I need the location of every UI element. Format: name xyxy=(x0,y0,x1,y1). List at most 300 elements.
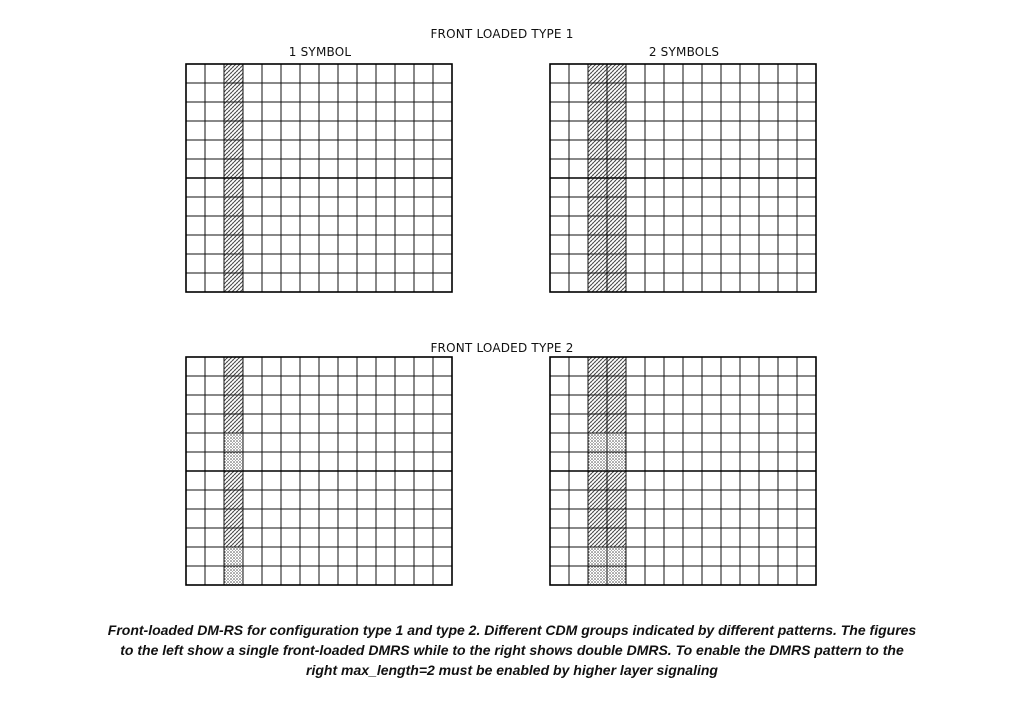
resource-element xyxy=(569,395,588,414)
resource-element xyxy=(243,547,262,566)
resource-element xyxy=(395,509,414,528)
resource-element xyxy=(683,159,702,178)
resource-element xyxy=(357,490,376,509)
resource-element xyxy=(395,140,414,159)
resource-element xyxy=(205,395,224,414)
resource-element xyxy=(550,102,569,121)
resource-element xyxy=(626,254,645,273)
resource-element xyxy=(243,566,262,585)
resource-element xyxy=(243,471,262,490)
resource-element xyxy=(664,547,683,566)
resource-element xyxy=(664,64,683,83)
resource-element xyxy=(186,357,205,376)
resource-element xyxy=(550,509,569,528)
resource-element xyxy=(759,376,778,395)
resource-element xyxy=(721,376,740,395)
resource-element xyxy=(262,178,281,197)
dmrs-resource-element xyxy=(607,414,626,433)
resource-element xyxy=(797,121,816,140)
resource-element xyxy=(740,64,759,83)
resource-element xyxy=(395,452,414,471)
resource-element xyxy=(645,376,664,395)
resource-element xyxy=(395,159,414,178)
resource-element xyxy=(186,216,205,235)
resource-element xyxy=(645,414,664,433)
resource-element xyxy=(186,566,205,585)
resource-element xyxy=(186,140,205,159)
resource-element xyxy=(664,471,683,490)
resource-element xyxy=(702,102,721,121)
resource-element xyxy=(281,357,300,376)
resource-element xyxy=(433,357,452,376)
dmrs-resource-element xyxy=(224,140,243,159)
resource-element xyxy=(186,235,205,254)
resource-element xyxy=(357,254,376,273)
resource-element xyxy=(645,395,664,414)
resource-element xyxy=(414,64,433,83)
resource-element xyxy=(626,471,645,490)
resource-element xyxy=(740,376,759,395)
resource-element xyxy=(357,83,376,102)
resource-element xyxy=(395,376,414,395)
resource-element xyxy=(759,159,778,178)
dmrs-resource-element xyxy=(607,490,626,509)
resource-element xyxy=(626,452,645,471)
resource-element xyxy=(319,547,338,566)
resource-element xyxy=(721,547,740,566)
resource-element xyxy=(797,140,816,159)
resource-element xyxy=(569,452,588,471)
resource-element xyxy=(797,433,816,452)
resource-element xyxy=(433,197,452,216)
type1-single-symbol-grid xyxy=(185,63,455,297)
resource-element xyxy=(645,102,664,121)
resource-element xyxy=(797,452,816,471)
resource-element xyxy=(395,273,414,292)
resource-element xyxy=(683,433,702,452)
resource-element xyxy=(759,566,778,585)
resource-element xyxy=(797,178,816,197)
resource-element xyxy=(433,64,452,83)
resource-element xyxy=(338,273,357,292)
type1-double-symbol-grid xyxy=(549,63,819,297)
resource-element xyxy=(740,140,759,159)
dmrs-resource-element xyxy=(607,452,626,471)
resource-element xyxy=(281,159,300,178)
resource-element xyxy=(281,395,300,414)
resource-element xyxy=(205,197,224,216)
resource-element xyxy=(395,566,414,585)
resource-element xyxy=(319,159,338,178)
resource-element xyxy=(797,83,816,102)
resource-element xyxy=(626,414,645,433)
resource-element xyxy=(626,357,645,376)
resource-element xyxy=(759,121,778,140)
resource-element xyxy=(300,83,319,102)
resource-element xyxy=(281,452,300,471)
dmrs-resource-element xyxy=(607,121,626,140)
resource-element xyxy=(262,121,281,140)
resource-element xyxy=(319,566,338,585)
resource-element xyxy=(395,254,414,273)
resource-element xyxy=(626,102,645,121)
resource-element xyxy=(186,509,205,528)
resource-element xyxy=(281,547,300,566)
resource-element xyxy=(357,452,376,471)
resource-element xyxy=(569,509,588,528)
dmrs-resource-element xyxy=(607,178,626,197)
resource-element xyxy=(205,102,224,121)
resource-element xyxy=(569,178,588,197)
resource-element xyxy=(205,452,224,471)
resource-element xyxy=(414,566,433,585)
resource-element xyxy=(626,178,645,197)
resource-element xyxy=(205,566,224,585)
dmrs-resource-element xyxy=(224,254,243,273)
resource-element xyxy=(262,159,281,178)
resource-element xyxy=(778,452,797,471)
resource-element xyxy=(186,547,205,566)
resource-element xyxy=(243,273,262,292)
resource-element xyxy=(357,471,376,490)
resource-element xyxy=(740,178,759,197)
resource-element xyxy=(702,64,721,83)
resource-element xyxy=(376,159,395,178)
resource-element xyxy=(300,273,319,292)
dmrs-resource-element xyxy=(588,178,607,197)
resource-element xyxy=(205,528,224,547)
resource-element xyxy=(797,64,816,83)
resource-element xyxy=(721,528,740,547)
dmrs-resource-element xyxy=(224,490,243,509)
resource-element xyxy=(645,216,664,235)
resource-element xyxy=(281,121,300,140)
resource-element xyxy=(376,235,395,254)
resource-element xyxy=(300,121,319,140)
resource-element xyxy=(626,121,645,140)
resource-element xyxy=(569,64,588,83)
dmrs-resource-element xyxy=(224,159,243,178)
resource-element xyxy=(300,452,319,471)
resource-element xyxy=(338,64,357,83)
resource-element xyxy=(433,140,452,159)
resource-element xyxy=(740,254,759,273)
resource-element xyxy=(626,490,645,509)
dmrs-resource-element xyxy=(224,121,243,140)
resource-element xyxy=(300,235,319,254)
resource-element xyxy=(569,273,588,292)
resource-element xyxy=(414,547,433,566)
resource-element xyxy=(702,159,721,178)
resource-element xyxy=(626,159,645,178)
resource-element xyxy=(759,178,778,197)
resource-element xyxy=(759,235,778,254)
dmrs-resource-element xyxy=(224,64,243,83)
resource-element xyxy=(550,452,569,471)
resource-element xyxy=(721,414,740,433)
resource-element xyxy=(569,83,588,102)
resource-element xyxy=(778,64,797,83)
resource-element xyxy=(550,64,569,83)
resource-element xyxy=(262,83,281,102)
dmrs-resource-element xyxy=(607,197,626,216)
resource-element xyxy=(645,490,664,509)
resource-element xyxy=(319,414,338,433)
resource-element xyxy=(550,566,569,585)
resource-element xyxy=(338,528,357,547)
dmrs-resource-element xyxy=(588,357,607,376)
resource-element xyxy=(186,376,205,395)
resource-element xyxy=(626,547,645,566)
dmrs-resource-element xyxy=(224,528,243,547)
dmrs-resource-element xyxy=(224,197,243,216)
resource-element xyxy=(759,254,778,273)
resource-element xyxy=(319,528,338,547)
resource-element xyxy=(664,528,683,547)
resource-element xyxy=(205,433,224,452)
resource-element xyxy=(740,395,759,414)
caption-line-1: Front-loaded DM-RS for configuration type 1 and type 2. Different CDM groups indicated by different patterns. The figures xyxy=(107,622,917,638)
dmrs-resource-element xyxy=(224,178,243,197)
resource-element xyxy=(759,140,778,159)
resource-element xyxy=(376,102,395,121)
resource-element xyxy=(759,414,778,433)
dmrs-resource-element xyxy=(607,376,626,395)
resource-element xyxy=(319,178,338,197)
resource-element xyxy=(433,547,452,566)
resource-element xyxy=(683,64,702,83)
resource-element xyxy=(702,83,721,102)
dmrs-resource-element xyxy=(224,376,243,395)
resource-element xyxy=(740,102,759,121)
resource-element xyxy=(357,140,376,159)
resource-element xyxy=(281,509,300,528)
resource-element xyxy=(721,64,740,83)
resource-element xyxy=(338,83,357,102)
resource-element xyxy=(338,509,357,528)
resource-element xyxy=(740,159,759,178)
resource-element xyxy=(300,216,319,235)
resource-element xyxy=(300,566,319,585)
resource-element xyxy=(395,547,414,566)
resource-element xyxy=(740,357,759,376)
resource-element xyxy=(550,273,569,292)
resource-element xyxy=(281,414,300,433)
resource-element xyxy=(262,216,281,235)
resource-element xyxy=(300,140,319,159)
resource-element xyxy=(338,197,357,216)
resource-element xyxy=(319,452,338,471)
resource-element xyxy=(414,273,433,292)
dmrs-resource-element xyxy=(588,140,607,159)
resource-element xyxy=(702,254,721,273)
resource-element xyxy=(357,509,376,528)
dmrs-resource-element xyxy=(224,452,243,471)
resource-element xyxy=(645,528,664,547)
resource-element xyxy=(319,83,338,102)
resource-element xyxy=(721,273,740,292)
resource-element xyxy=(759,452,778,471)
dmrs-resource-element xyxy=(224,547,243,566)
dmrs-resource-element xyxy=(588,376,607,395)
resource-element xyxy=(664,273,683,292)
resource-element xyxy=(433,121,452,140)
resource-element xyxy=(357,216,376,235)
resource-element xyxy=(550,159,569,178)
type2-title: FRONT LOADED TYPE 2 xyxy=(430,341,574,355)
resource-element xyxy=(186,83,205,102)
resource-element xyxy=(357,566,376,585)
resource-element xyxy=(778,178,797,197)
resource-element xyxy=(721,254,740,273)
resource-element xyxy=(569,216,588,235)
resource-element xyxy=(664,357,683,376)
resource-element xyxy=(281,566,300,585)
resource-element xyxy=(702,490,721,509)
resource-element xyxy=(357,433,376,452)
resource-element xyxy=(319,490,338,509)
resource-element xyxy=(376,528,395,547)
resource-element xyxy=(319,64,338,83)
resource-element xyxy=(797,566,816,585)
resource-element xyxy=(414,528,433,547)
resource-element xyxy=(683,528,702,547)
resource-element xyxy=(243,395,262,414)
resource-element xyxy=(797,547,816,566)
resource-element xyxy=(550,433,569,452)
resource-element xyxy=(319,395,338,414)
resource-element xyxy=(778,395,797,414)
resource-element xyxy=(262,414,281,433)
resource-element xyxy=(740,452,759,471)
resource-element xyxy=(262,547,281,566)
resource-element xyxy=(778,235,797,254)
resource-element xyxy=(645,452,664,471)
dmrs-resource-element xyxy=(224,357,243,376)
resource-element xyxy=(300,197,319,216)
resource-element xyxy=(740,566,759,585)
resource-element xyxy=(683,197,702,216)
resource-element xyxy=(797,509,816,528)
resource-element xyxy=(683,509,702,528)
resource-element xyxy=(683,102,702,121)
resource-element xyxy=(319,509,338,528)
resource-element xyxy=(338,159,357,178)
resource-element xyxy=(797,528,816,547)
resource-element xyxy=(319,471,338,490)
dmrs-resource-element xyxy=(607,433,626,452)
resource-element xyxy=(281,140,300,159)
resource-element xyxy=(376,216,395,235)
resource-element xyxy=(186,528,205,547)
resource-element xyxy=(338,140,357,159)
resource-element xyxy=(281,490,300,509)
resource-element xyxy=(205,471,224,490)
resource-element xyxy=(205,159,224,178)
resource-element xyxy=(186,395,205,414)
resource-element xyxy=(683,395,702,414)
resource-element xyxy=(626,395,645,414)
resource-element xyxy=(243,83,262,102)
resource-element xyxy=(702,197,721,216)
resource-element xyxy=(683,414,702,433)
resource-element xyxy=(338,216,357,235)
resource-element xyxy=(300,102,319,121)
resource-element xyxy=(186,178,205,197)
resource-element xyxy=(664,235,683,254)
resource-element xyxy=(300,254,319,273)
resource-element xyxy=(357,197,376,216)
resource-element xyxy=(357,528,376,547)
resource-element xyxy=(319,140,338,159)
resource-element xyxy=(433,254,452,273)
resource-element xyxy=(721,159,740,178)
resource-element xyxy=(569,159,588,178)
resource-element xyxy=(414,102,433,121)
dmrs-resource-element xyxy=(607,235,626,254)
resource-element xyxy=(569,376,588,395)
resource-element xyxy=(414,254,433,273)
resource-element xyxy=(414,433,433,452)
resource-element xyxy=(243,216,262,235)
dmrs-resource-element xyxy=(588,273,607,292)
dmrs-resource-element xyxy=(588,509,607,528)
resource-element xyxy=(243,178,262,197)
dmrs-resource-element xyxy=(607,509,626,528)
resource-element xyxy=(740,197,759,216)
resource-element xyxy=(759,64,778,83)
dmrs-resource-element xyxy=(224,273,243,292)
resource-element xyxy=(721,102,740,121)
resource-element xyxy=(395,64,414,83)
resource-element xyxy=(645,273,664,292)
dmrs-resource-element xyxy=(224,433,243,452)
dmrs-resource-element xyxy=(588,528,607,547)
dmrs-resource-element xyxy=(607,159,626,178)
resource-element xyxy=(759,471,778,490)
resource-element xyxy=(664,159,683,178)
resource-element xyxy=(433,414,452,433)
resource-element xyxy=(664,83,683,102)
resource-element xyxy=(186,159,205,178)
resource-element xyxy=(243,64,262,83)
resource-element xyxy=(797,254,816,273)
resource-element xyxy=(683,490,702,509)
resource-element xyxy=(243,433,262,452)
resource-element xyxy=(243,376,262,395)
resource-element xyxy=(683,273,702,292)
resource-element xyxy=(683,235,702,254)
resource-element xyxy=(262,471,281,490)
resource-element xyxy=(702,528,721,547)
resource-element xyxy=(395,528,414,547)
resource-element xyxy=(797,490,816,509)
type2-double-symbol-grid xyxy=(549,356,819,590)
resource-element xyxy=(645,547,664,566)
resource-element xyxy=(376,452,395,471)
resource-element xyxy=(433,216,452,235)
resource-element xyxy=(376,414,395,433)
resource-element xyxy=(550,414,569,433)
resource-element xyxy=(205,216,224,235)
resource-element xyxy=(357,121,376,140)
resource-element xyxy=(569,528,588,547)
resource-element xyxy=(759,395,778,414)
resource-element xyxy=(376,64,395,83)
resource-element xyxy=(300,547,319,566)
resource-element xyxy=(205,509,224,528)
dmrs-resource-element xyxy=(607,102,626,121)
